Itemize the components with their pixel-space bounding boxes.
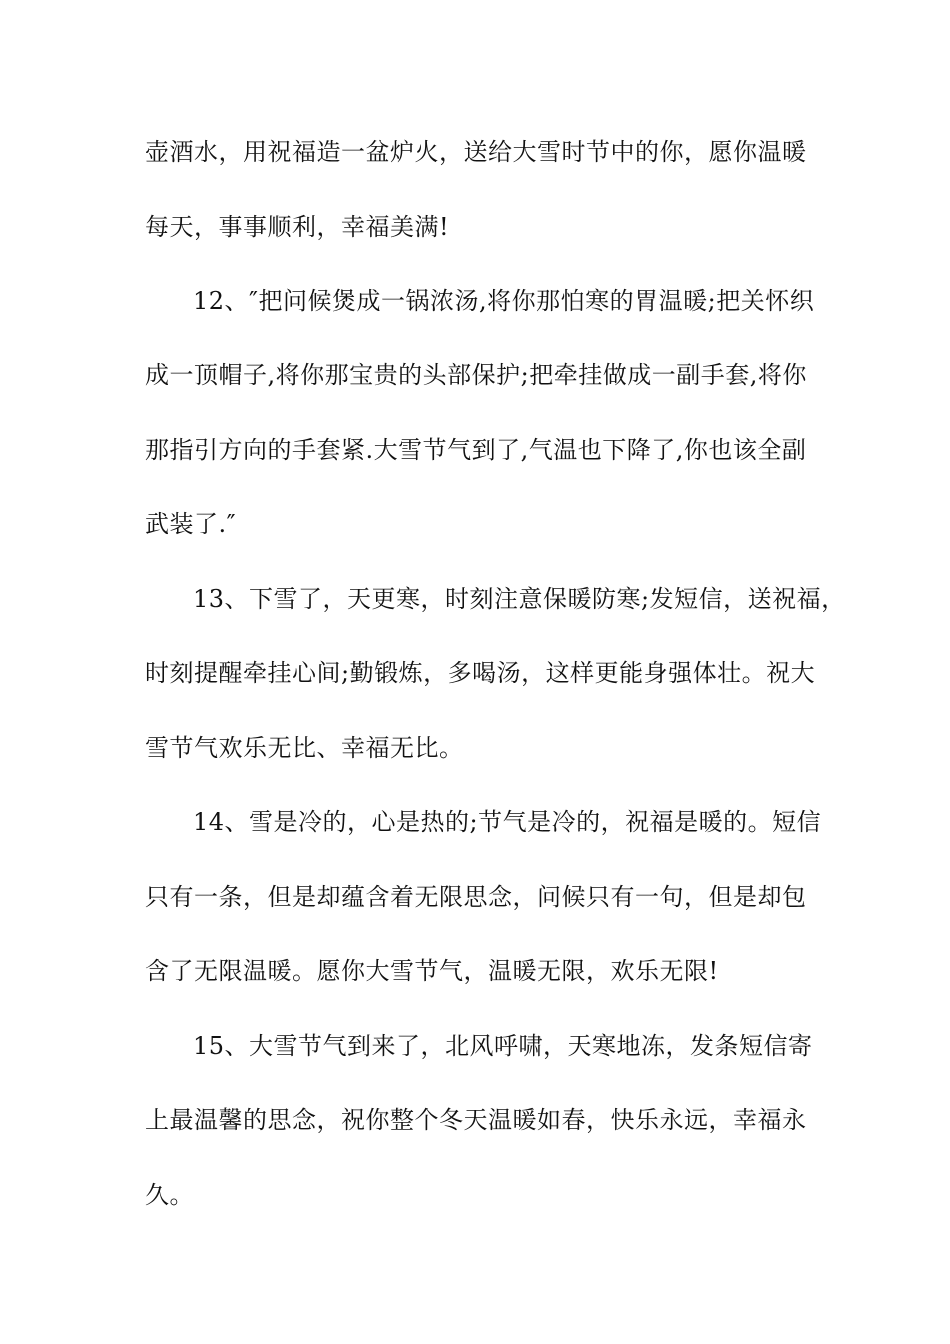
text-line: 每天，事事顺利，幸福美满!: [145, 213, 450, 241]
text-line: 上最温馨的思念，祝你整个冬天温暖如春，快乐永远，幸福永: [145, 1106, 807, 1134]
text-line: 久。: [145, 1181, 194, 1209]
text-line: 时刻提醒牵挂心间;勤锻炼，多喝汤，这样更能身强体壮。祝大: [145, 659, 816, 687]
paragraph-15-start: 15、大雪节气到来了，北风呼啸，天寒地冻，发条短信寄: [193, 1032, 813, 1060]
text-line: 那指引方向的手套紧.大雪节气到了,气温也下降了,你也该全副: [145, 436, 807, 464]
text-line: 雪节气欢乐无比、幸福无比。: [145, 734, 464, 762]
text-line: 只有一条，但是却蕴含着无限思念，问候只有一句，但是却包: [145, 883, 807, 911]
text-line: 壶酒水，用祝福造一盆炉火，送给大雪时节中的你，愿你温暖: [145, 138, 807, 166]
paragraph-14-start: 14、雪是冷的，心是热的;节气是冷的，祝福是暖的。短信: [193, 808, 822, 836]
text-line: 武装了.″: [145, 510, 237, 538]
text-line: 含了无限温暖。愿你大雪节气，温暖无限，欢乐无限!: [145, 957, 719, 985]
text-line: 成一顶帽子,将你那宝贵的头部保护;把牵挂做成一副手套,将你: [145, 361, 807, 389]
paragraph-13-start: 13、下雪了，天更寒，时刻注意保暖防寒;发短信，送祝福，: [193, 585, 846, 613]
paragraph-12-start: 12、″把问候煲成一锅浓汤,将你那怕寒的胃温暖;把关怀织: [193, 287, 815, 315]
